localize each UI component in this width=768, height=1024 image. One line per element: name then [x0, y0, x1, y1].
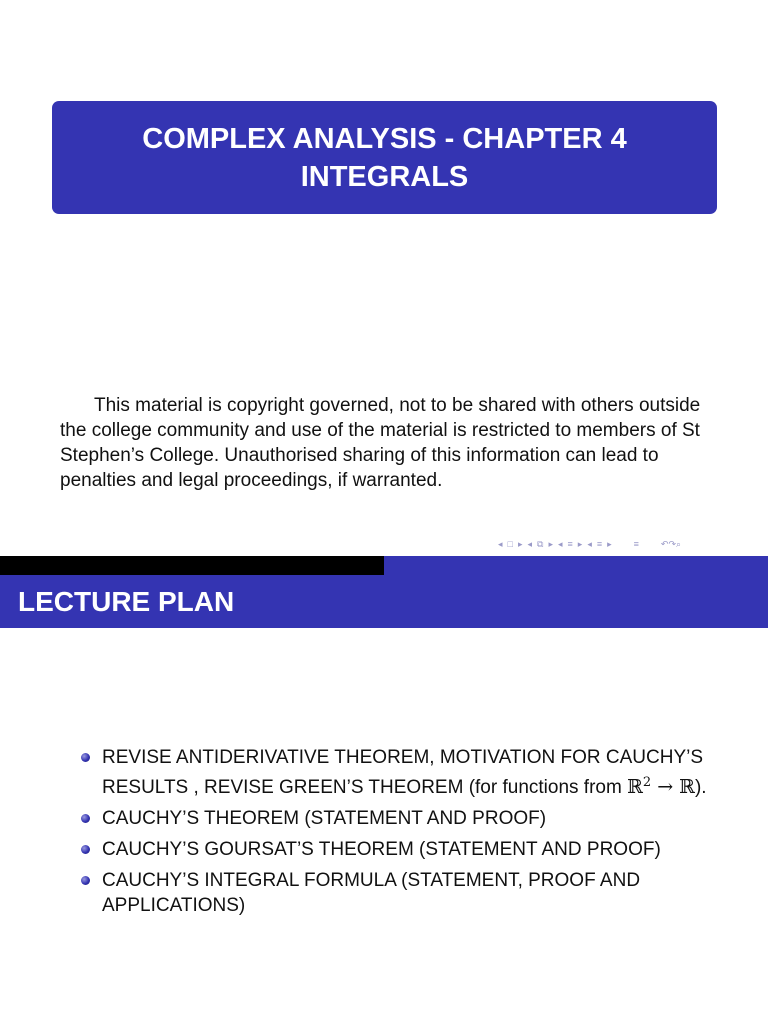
- nav-prev-frame-icon[interactable]: ◂: [498, 539, 503, 549]
- nav-align-icon[interactable]: ≡: [633, 539, 639, 549]
- item-text: REVISE ANTIDERIVATIVE THEOREM, MOTIVATION FOR CAUCHY’S RESULTS , REVISE GREEN’S THEOREM (for functions from: [102, 747, 704, 798]
- list-item: [78, 837, 718, 862]
- list-item: [78, 745, 718, 800]
- list-item: [78, 806, 718, 831]
- math-real-squared: [627, 776, 695, 798]
- nav-section-icon[interactable]: ≡: [567, 539, 573, 549]
- nav-next-subsection-icon[interactable]: ▸: [548, 539, 553, 549]
- nav-frame-icon[interactable]: □: [507, 539, 513, 549]
- bullet-icon: [81, 876, 90, 885]
- nav-next-frame-icon[interactable]: ▸: [517, 539, 523, 549]
- copyright-notice: This material is copyright governed, not to be shared with others outside the college community and use of the material is restricted to members of St Stephen’s College. Unauthorised sharing of this information can lead to penalties and legal proceedings, if warranted.: [60, 395, 701, 491]
- item-text: CAUCHY’S INTEGRAL FORMULA (STATEMENT, PROOF AND APPLICATIONS): [102, 870, 641, 916]
- nav-chapter-icon[interactable]: ≡: [596, 539, 603, 549]
- beamer-navigation: [498, 537, 764, 551]
- frame-title: LECTURE PLAN: [0, 575, 768, 628]
- list-item: [78, 868, 718, 918]
- header-strip: [0, 556, 768, 575]
- math-superscript: 2: [642, 775, 652, 790]
- item-text: CAUCHY’S GOURSAT’S THEOREM (STATEMENT AND PROOF): [102, 839, 661, 860]
- title-line-2: INTEGRALS: [300, 160, 469, 193]
- nav-search-icon[interactable]: ↶↷⌕: [660, 539, 682, 549]
- bullet-icon: [81, 845, 90, 854]
- math-rest: → ℝ: [651, 776, 695, 798]
- nav-prev-subsection-icon[interactable]: ◂: [527, 539, 533, 549]
- item-text-end: ).: [694, 777, 707, 798]
- bullet-icon: [81, 753, 90, 762]
- bullet-icon: [81, 814, 90, 823]
- nav-subsection-icon[interactable]: ⧉: [537, 539, 544, 549]
- header-black-bar: [0, 556, 384, 575]
- title-box: [52, 101, 717, 214]
- nav-prev-section-icon[interactable]: ◂: [558, 539, 563, 549]
- math-base: ℝ: [627, 776, 643, 798]
- nav-prev-chapter-icon[interactable]: ◂: [587, 539, 592, 549]
- nav-next-chapter-icon[interactable]: ▸: [607, 539, 612, 549]
- nav-next-section-icon[interactable]: ▸: [577, 539, 583, 549]
- lecture-plan-list: [78, 745, 718, 924]
- lecture-plan-slide: [0, 556, 768, 1024]
- title-line-1: COMPLEX ANALYSIS - CHAPTER 4: [142, 122, 627, 155]
- item-text: CAUCHY’S THEOREM (STATEMENT AND PROOF): [102, 808, 547, 829]
